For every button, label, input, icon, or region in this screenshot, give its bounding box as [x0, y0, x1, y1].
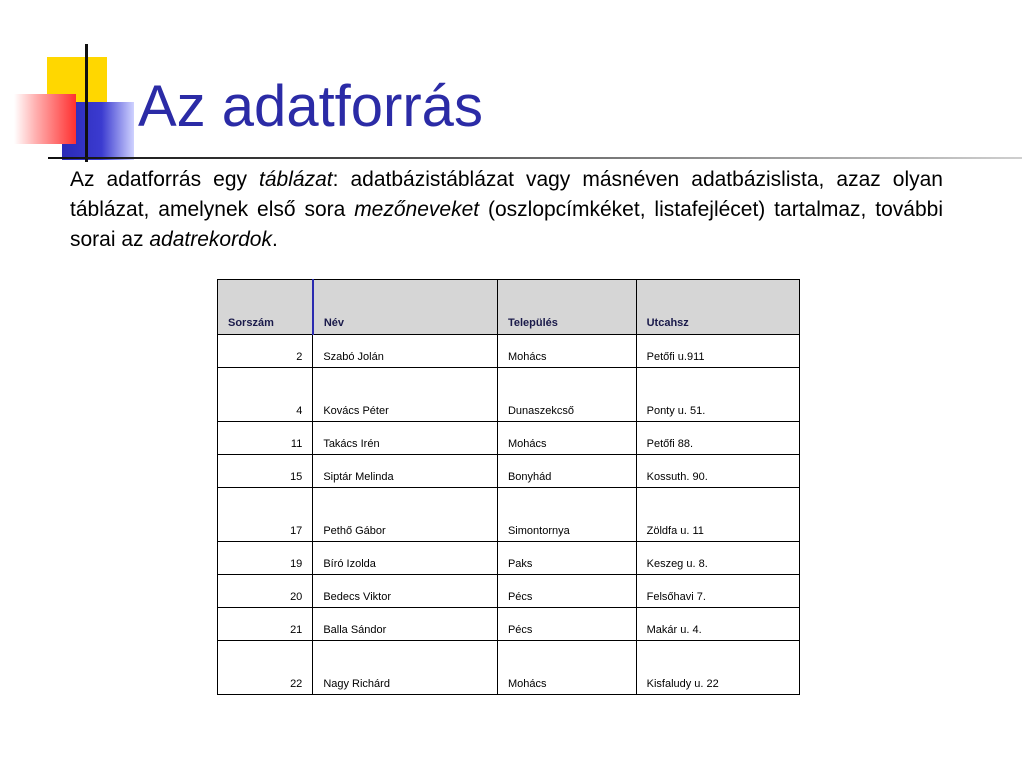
- cell-utcahsz: Kossuth. 90.: [636, 455, 799, 488]
- table-body: [218, 335, 800, 695]
- column-header-sorszam: Sorszám: [218, 280, 313, 335]
- cell-utcahsz: Petőfi 88.: [636, 422, 799, 455]
- cell-telepules: Pécs: [497, 608, 636, 641]
- data-table: [217, 279, 800, 695]
- table-row: [218, 608, 800, 641]
- table-row: [218, 368, 800, 422]
- table-header: [218, 280, 800, 335]
- cell-telepules: Simontornya: [497, 488, 636, 542]
- cell-telepules: Pécs: [497, 575, 636, 608]
- cell-nev: Bíró Izolda: [313, 542, 498, 575]
- cell-nev: Kovács Péter: [313, 368, 498, 422]
- logo-vertical-line: [85, 44, 88, 162]
- cell-sorszam: 22: [218, 641, 313, 695]
- paragraph-emphasis-2: mezőneveket: [354, 198, 480, 221]
- cell-telepules: Mohács: [497, 641, 636, 695]
- cell-utcahsz: Zöldfa u. 11: [636, 488, 799, 542]
- paragraph-text-1: Az adatforrás egy: [70, 168, 260, 191]
- cell-telepules: Mohács: [497, 335, 636, 368]
- title-underline: [48, 157, 1022, 159]
- cell-nev: Balla Sándor: [313, 608, 498, 641]
- cell-nev: Takács Irén: [313, 422, 498, 455]
- cell-utcahsz: Ponty u. 51.: [636, 368, 799, 422]
- cell-sorszam: 21: [218, 608, 313, 641]
- slide-title: Az adatforrás: [138, 74, 483, 139]
- cell-telepules: Dunaszekcső: [497, 368, 636, 422]
- paragraph-emphasis-1: táblázat: [259, 168, 333, 191]
- table-row: [218, 488, 800, 542]
- cell-utcahsz: Kisfaludy u. 22: [636, 641, 799, 695]
- column-header-telepules: Település: [497, 280, 636, 335]
- logo-red-square: [14, 94, 76, 144]
- table-row: [218, 455, 800, 488]
- table-row: [218, 641, 800, 695]
- table-row: [218, 422, 800, 455]
- cell-nev: Pethő Gábor: [313, 488, 498, 542]
- cell-utcahsz: Makár u. 4.: [636, 608, 799, 641]
- cell-nev: Szabó Jolán: [313, 335, 498, 368]
- cell-utcahsz: Petőfi u.911: [636, 335, 799, 368]
- cell-sorszam: 2: [218, 335, 313, 368]
- column-header-nev: Név: [313, 280, 498, 335]
- cell-telepules: Paks: [497, 542, 636, 575]
- table-row: [218, 575, 800, 608]
- paragraph-text-4: .: [271, 228, 278, 251]
- cell-sorszam: 4: [218, 368, 313, 422]
- paragraph-text-2: : adatbázistáblázat vagy másnéven adatbázislista, azaz olyan táblázat, amelynek első sora: [70, 168, 943, 221]
- cell-sorszam: 15: [218, 455, 313, 488]
- cell-sorszam: 17: [218, 488, 313, 542]
- table-row: [218, 542, 800, 575]
- table-header-row: [218, 280, 800, 335]
- column-header-utcahsz: Utcahsz: [636, 280, 799, 335]
- cell-nev: Bedecs Viktor: [313, 575, 498, 608]
- cell-nev: Nagy Richárd: [313, 641, 498, 695]
- cell-nev: Siptár Melinda: [313, 455, 498, 488]
- table-row: [218, 335, 800, 368]
- cell-sorszam: 11: [218, 422, 313, 455]
- cell-telepules: Mohács: [497, 422, 636, 455]
- paragraph-text-3: (oszlopcímkéket, listafejlécet) tartalmaz, további sorai az: [70, 198, 943, 251]
- paragraph-emphasis-3: adatrekordok: [149, 228, 272, 251]
- cell-sorszam: 19: [218, 542, 313, 575]
- cell-sorszam: 20: [218, 575, 313, 608]
- cell-utcahsz: Keszeg u. 8.: [636, 542, 799, 575]
- intro-paragraph: [70, 165, 943, 255]
- cell-utcahsz: Felsőhavi 7.: [636, 575, 799, 608]
- cell-telepules: Bonyhád: [497, 455, 636, 488]
